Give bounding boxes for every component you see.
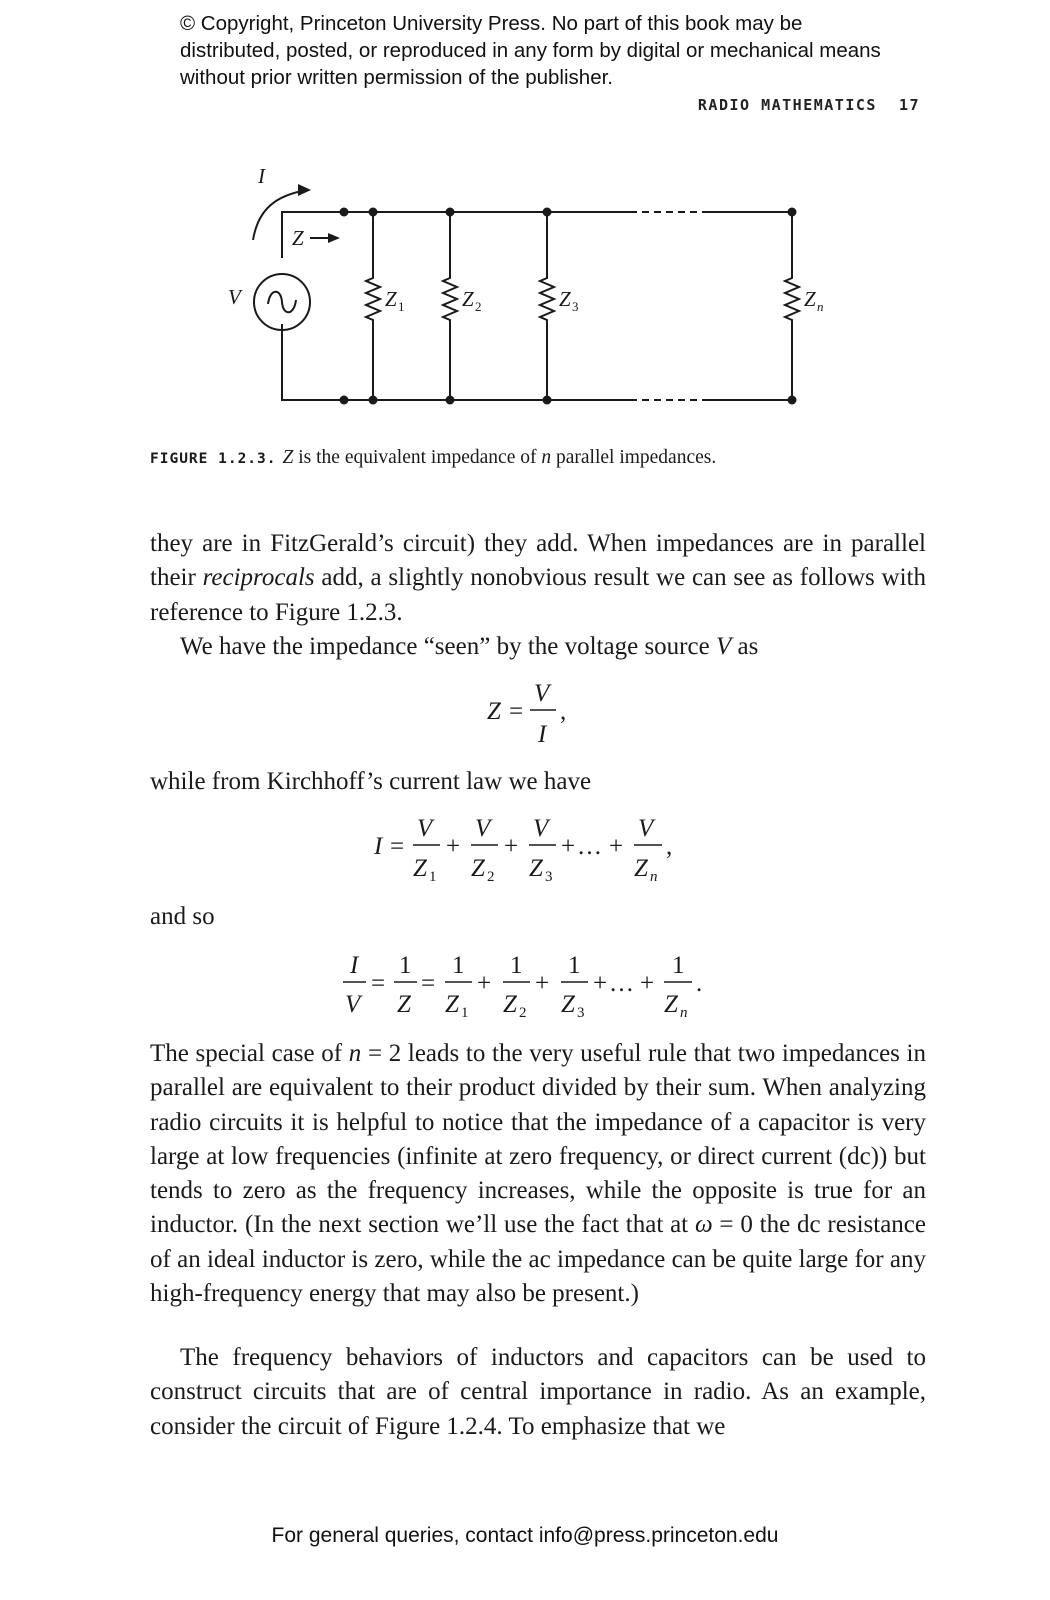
eq3-den-z: Z [397,991,411,1018]
resistor-z3 [540,212,554,400]
eq3-one-1: 1 [452,952,465,979]
resistor-z2 [443,212,457,400]
eq1-comma: , [560,698,567,725]
eq3-period: . [696,970,703,997]
eq3-den-z1: Z [445,991,459,1018]
eq2-num-1: V [417,815,433,842]
caption-end: parallel impedances. [551,447,717,468]
paragraph-1 [150,527,926,630]
eq2-num-3: V [533,815,549,842]
top-wire [282,212,630,258]
eq3-den-z2: Z [503,991,517,1018]
label-z2: Z [462,287,474,311]
eq3-den-sub-1: 1 [461,1005,469,1021]
eq3-one-3: 1 [568,952,581,979]
eq2-dots: … [577,833,602,860]
label-impedance: Z [292,226,304,250]
caption-mid: is the equivalent impedance of [293,447,542,468]
eq3-den-zn: Z [664,991,678,1018]
eq3-plus-4: + [640,970,655,997]
eq3-one-n: 1 [672,952,685,979]
p5-n: n [348,1040,362,1067]
circuit-figure [0,0,1050,470]
eq2-den-sub-3: 3 [545,869,553,885]
eq2-num-n: V [638,815,654,842]
footer-contact: For general queries, contact info@press.princeton.edu [271,1524,779,1547]
p1-text-a: they are in FitzGerald’s circuit) they add. When impedances are in parallel their [150,530,926,592]
eq3-plus-2: + [535,970,550,997]
paragraph-4: and so [150,903,215,930]
current-arrowhead [298,184,311,196]
paragraph-5 [150,1037,926,1311]
eq2-comma: , [666,833,673,860]
eq3-plus-1: + [477,970,492,997]
paragraph-3: while from Kirchhoff’s current law we have [150,768,592,795]
eq3-one-z: 1 [399,952,412,979]
p2-text-a: We have the impedance “seen” by the voltage source [180,633,716,660]
eq2-den-sub-1: 1 [429,869,437,885]
eq2-plus-4: + [609,833,624,860]
z-arrowhead [328,233,340,243]
p1-text-b: add, a slightly nonobvious result we can see as follows with reference to Figure 1.2.3. [150,564,926,626]
copyright-notice: © Copyright, Princeton University Press. No part of this book may be distributed, posted, or reproduced in any form by digital or mechanical means without prior written permission of the publisher. [180,12,881,89]
eq1-den: I [538,721,547,748]
label-z1-sub: 1 [398,299,405,314]
eq1-num: V [534,680,550,707]
eq3-den-sub-n: n [680,1005,688,1021]
caption-z: Z [282,447,294,468]
sine-symbol [268,292,296,313]
running-title: RADIO MATHEMATICS [697,96,877,114]
eq3-left-den: V [345,991,361,1018]
label-z3: Z [559,287,571,311]
label-z3-sub: 3 [572,299,579,314]
label-zn-sub: n [817,299,824,314]
p5-text-b: = 2 leads to the very useful rule that two impedances in parallel are equivalent to their product divided by their sum. When analyzing radio circuits it is helpful to notice that the impedance of a capacitor is very large at low frequencies (infinite at zero frequency, or direct current (dc)) but tends to zero as the frequency increases, while the opposite is true for an inductor. (In the next section we’ll use the fact that at [150,1040,927,1239]
eq2-den-sub-n: n [650,869,658,885]
paragraph-2 [150,630,926,664]
label-z1: Z [385,287,397,311]
paragraph-6: The frequency behaviors of inductors and capacitors can be used to construct circuits that are of central importance in radio. As an example, consider the circuit of Figure 1.2.4. To emphasize that we [150,1344,926,1440]
eq2-plus-2: + [504,833,519,860]
caption-n: n [541,447,552,468]
eq3-den-sub-3: 3 [577,1005,585,1021]
fraction-bars [343,710,692,982]
label-z2-sub: 2 [475,299,482,314]
p2-v: V [715,633,732,660]
p5-text-a: The special case of [150,1040,349,1067]
eq3-equals-2: = [421,970,436,997]
resistor-zn [785,212,799,400]
circuit-diagram [0,0,1050,470]
eq2-den-z2: Z [471,855,485,882]
p1-emphasis: reciprocals [202,564,315,592]
eq2-num-2: V [475,815,491,842]
resistor-z1 [366,212,380,400]
p5-omega: ω [694,1211,713,1239]
eq1-equals: = [509,698,524,725]
eq2-den-zn: Z [634,855,648,882]
eq1-lhs: Z [487,698,501,725]
eq2-lhs: I [374,833,383,860]
eq2-den-z1: Z [413,855,427,882]
figure-caption [150,446,930,471]
eq3-den-z3: Z [561,991,575,1018]
label-zn: Z [804,287,816,311]
eq3-one-2: 1 [510,952,523,979]
label-voltage: V [228,285,241,309]
eq3-left-num: I [350,952,359,979]
eq3-dots: … [609,970,634,997]
eq3-plus-3: + [593,970,608,997]
eq2-plus-3: + [561,833,576,860]
page-number: 17 [898,96,920,114]
bottom-wire [282,324,630,400]
eq2-plus-1: + [446,833,461,860]
caption-label: FIGURE 1.2.3. [150,451,277,467]
p2-text-b: as [731,633,759,660]
eq2-den-sub-2: 2 [487,869,495,885]
eq3-den-sub-2: 2 [519,1005,527,1021]
eq2-den-z3: Z [529,855,543,882]
p5-text-c: = 0 the dc resistance of an ideal inductor is zero, while the ac impedance can be quite large for any high-frequency energy that may also be present.) [150,1211,926,1308]
eq2-equals: = [390,833,405,860]
eq3-equals-1: = [371,970,386,997]
label-current: I [258,164,265,188]
